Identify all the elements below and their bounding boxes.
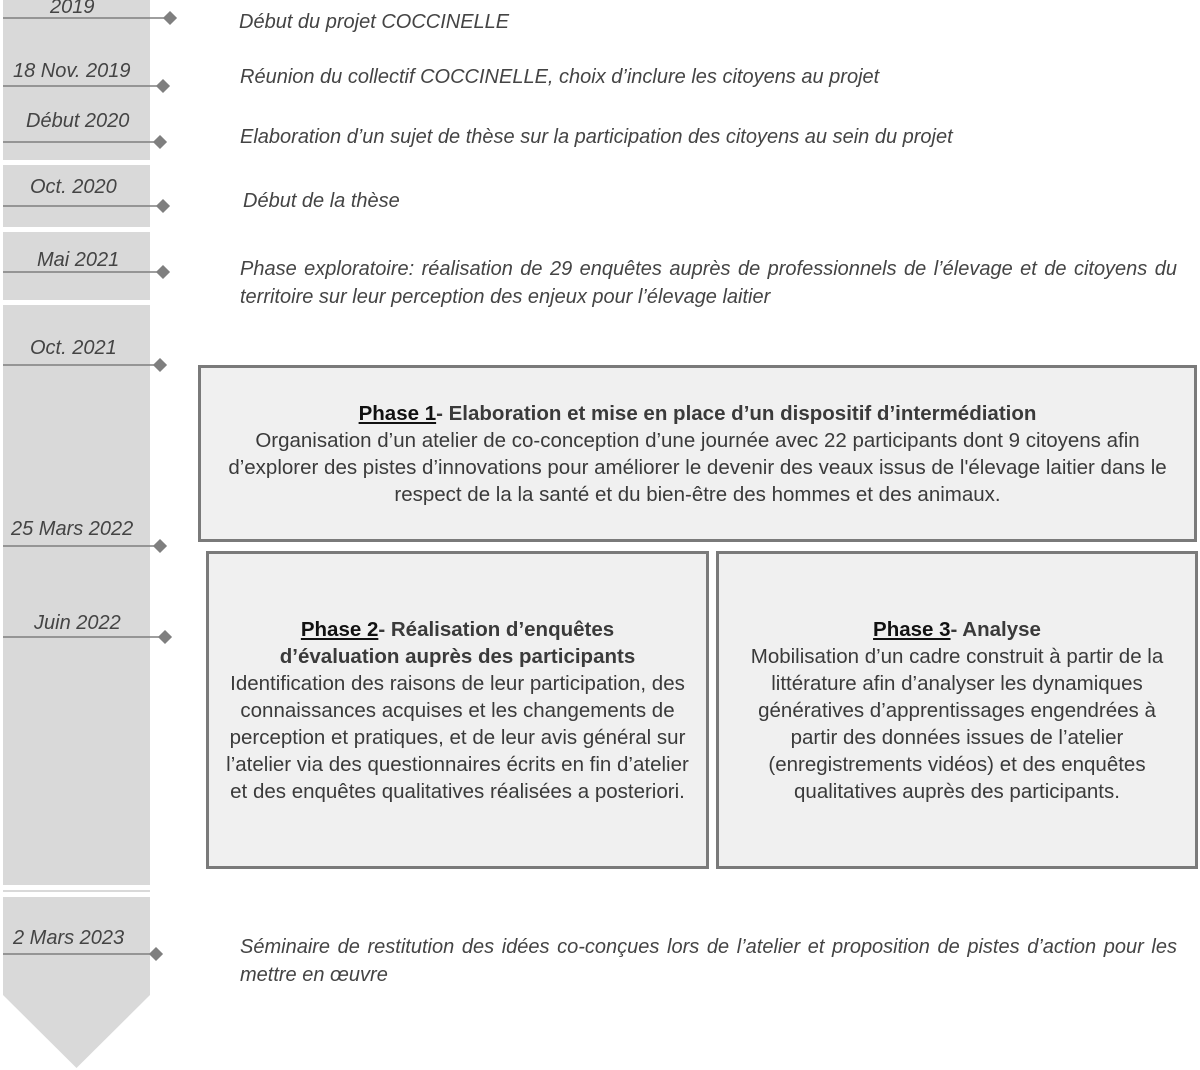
phase-3-box xyxy=(716,551,1198,869)
event-debut-2020: Elaboration d’un sujet de thèse sur la participation des citoyens au sein du projet xyxy=(240,126,953,148)
phase-3-description: Mobilisation d’un cadre construit à partir de la littérature afin d’analyser les dynamiques génératives d’apprentissages engendrées à partir des données issues de l’atelier (enregistrements vidéos) et des enquêtes qualitatives auprès des participants. xyxy=(750,644,1164,803)
phase-2-box xyxy=(206,551,709,869)
event-nov-2019: Réunion du collectif COCCINELLE, choix d’inclure les citoyens au projet xyxy=(240,66,880,88)
date-oct-2020: Oct. 2020 xyxy=(30,176,117,198)
phase-3-title xyxy=(873,616,1041,643)
date-mars-2023: 2 Mars 2023 xyxy=(13,927,125,949)
date-oct-2021: Oct. 2021 xyxy=(30,337,117,359)
phase-1-title xyxy=(359,400,1037,427)
phase-2-heading: - Réalisation d’enquêtes d’évaluation auprès des participants xyxy=(279,617,636,668)
phase-2-title xyxy=(243,616,673,670)
event-mai-2021: Phase exploratoire: réalisation de 29 enquêtes auprès de professionnels de l’élevage et de citoyens du territoire sur leur perception des enjeux pour l’élevage laitier xyxy=(240,258,1177,308)
phase-1-description: Organisation d’un atelier de co-conception d’une journée avec 22 participants dont 9 citoyens afin d’explorer des pistes d’innovations pour améliorer le devenir des veaux issus de l'élevage laitier dans le respect de la la santé et du bien-être des hommes et des animaux. xyxy=(228,428,1167,506)
date-2019: 2019 xyxy=(50,0,95,18)
timeline-arrow-head xyxy=(3,897,150,1068)
phase-2-label: Phase 2 xyxy=(300,617,379,641)
phase-2-description: Identification des raisons de leur participation, des connaissances acquises et les changements de perception et pratiques, et de leur avis général sur l’atelier via des questionnaires écrits en fin d’atelier et des enquêtes qualitatives réalisées a posteriori. xyxy=(226,671,689,803)
phase-3-heading: - Analyse xyxy=(950,617,1041,641)
date-nov-2019: 18 Nov. 2019 xyxy=(13,60,131,82)
timeline-segment xyxy=(3,890,150,892)
event-2019: Début du projet COCCINELLE xyxy=(239,11,510,33)
phase-1-label: Phase 1 xyxy=(358,401,437,425)
date-debut-2020: Début 2020 xyxy=(26,110,130,132)
event-mars-2023: Séminaire de restitution des idées co-conçues lors de l’atelier et proposition de pistes d’action pour les mettre en œuvre xyxy=(240,936,1177,986)
phase-3-label: Phase 3 xyxy=(873,617,951,641)
phase-1-box xyxy=(198,365,1197,542)
timeline-segment xyxy=(3,305,150,885)
phase-1-heading: - Elaboration et mise en place d’un dispositif d’intermédiation xyxy=(436,401,1037,425)
date-juin-2022: Juin 2022 xyxy=(34,612,121,634)
date-mars-2022: 25 Mars 2022 xyxy=(11,518,134,540)
event-oct-2020: Début de la thèse xyxy=(243,190,400,212)
date-mai-2021: Mai 2021 xyxy=(37,249,120,271)
